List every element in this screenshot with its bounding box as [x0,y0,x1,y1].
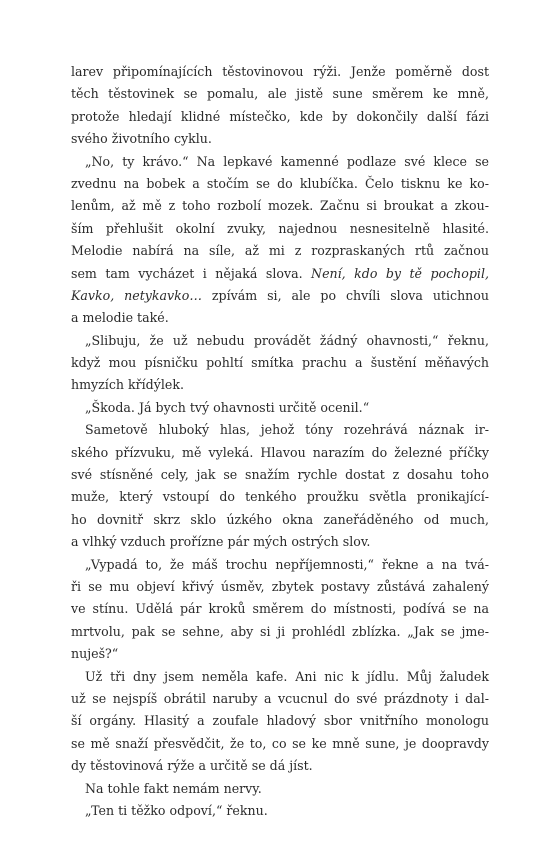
text-run: Na tohle fakt nemám nervy. [85,780,262,796]
text-line [71,173,489,195]
text-line [71,195,489,217]
text-line [71,128,489,150]
text-run: už se nejspíš obrátil naruby a vcucnul do své prázdnoty i dal- [71,690,489,706]
text-line [71,621,489,643]
text-run: protože hledají klidné místečko, kde by dokončily další fázi [71,108,489,124]
text-run: Už tři dny jsem neměla kafe. Ani nic k jídlu. Můj žaludek [85,668,489,684]
text-run: Sametově hluboký hlas, jehož tóny rozehrává náznak ir- [85,422,489,438]
text-line [71,442,489,464]
text-run: zpívám si, ale po chvíli slova utichnou [201,287,489,303]
text-run: Melodie nabírá na síle, až mi z rozpraskaných rtů začnou [71,243,489,259]
text-line [71,397,489,419]
text-run: svého životního cyklu. [71,131,212,147]
text-line [71,151,489,173]
text-line [71,800,489,822]
text-run: „Slibuju, že už nebudu provádět žádný ohavnosti,“ řeknu, [85,332,489,348]
text-line [71,733,489,755]
text-run: a vlhký vzduch prořízne pár mých ostrých slov. [71,534,371,550]
text-line [71,61,489,83]
text-run: zvednu na bobek a stočím se do klubíčka. Čelo tisknu ke ko- [71,175,489,191]
text-line [71,576,489,598]
italic-text-run: Není, kdo by tě pochopil, [311,265,489,281]
text-run: sem tam vycházet i nějaká slova. [71,265,312,281]
text-line [71,419,489,441]
text-run: své stísněné cely, jak se snažím rychle dostat z dosahu toho [71,467,489,483]
text-line [71,688,489,710]
text-line [71,464,489,486]
text-line [71,554,489,576]
text-run: mrtvolu, pak se sehne, aby si ji prohlédl zblízka. „Jak se jme- [71,623,489,639]
text-run: ší orgány. Hlasitý a zoufale hladový sbor vnitřního monologu [71,713,489,729]
text-run: larev připomínajících těstovinovou rýži. Jenže poměrně dost [71,64,489,79]
italic-text-run: Kavko, netykavko… [71,287,202,303]
text-line [71,710,489,732]
text-run: se mě snaží přesvědčit, že to, co se ke mně sune, je doopravdy [71,735,489,751]
text-run: nuješ?“ [71,646,119,662]
text-line [71,509,489,531]
text-run: ského přízvuku, mě vyleká. Hlavou narazím do železné příčky [71,444,489,460]
text-line [71,598,489,620]
text-run: když mou písničku pohltí smítka prachu a šustění měňavých [71,355,489,371]
text-line [71,643,489,665]
body-text [71,61,489,822]
text-line [71,285,489,307]
text-line [71,778,489,800]
text-run: ho dovnitř skrz sklo úzkého okna zaneřáděného od much, [71,511,489,527]
text-run: „Škoda. Já bych tvý ohavnosti určitě ocenil.“ [85,399,370,415]
text-line [71,486,489,508]
text-run: těch těstovinek se pomalu, ale jistě sune směrem ke mně, [71,86,489,102]
text-line [71,263,489,285]
text-run: hmyzích křídýlek. [71,377,184,393]
text-run: ři se mu objeví křivý úsměv, zbytek postavy zůstává zahalený [71,578,489,594]
text-line [71,352,489,374]
text-run: ve stínu. Udělá pár kroků směrem do místnosti, podívá se na [71,601,489,617]
text-line [71,307,489,329]
text-line [71,330,489,352]
text-run: a melodie také. [71,310,169,326]
text-line [71,666,489,688]
text-line [71,83,489,105]
text-line [71,106,489,128]
text-line [71,755,489,777]
text-run: „Vypadá to, že máš trochu nepříjemnosti,“ řekne a na tvá- [85,556,489,572]
text-line [71,240,489,262]
text-run: „No, ty krávo.“ Na lepkavé kamenné podlaze své klece se [85,153,489,169]
text-run: „Ten ti těžko odpoví,“ řeknu. [85,802,268,818]
text-line [71,531,489,553]
text-line [71,374,489,396]
text-line [71,218,489,240]
text-run: dy těstovinová rýže a určitě se dá jíst. [71,758,313,774]
text-run: lenům, až mě z toho rozbolí mozek. Začnu si broukat a zkou- [71,198,489,214]
text-run: muže, který vstoupí do tenkého proužku světla pronikající- [71,489,489,505]
text-run: ším přehlušit okolní zvuky, najednou nesnesitelně hlasité. [71,220,489,236]
